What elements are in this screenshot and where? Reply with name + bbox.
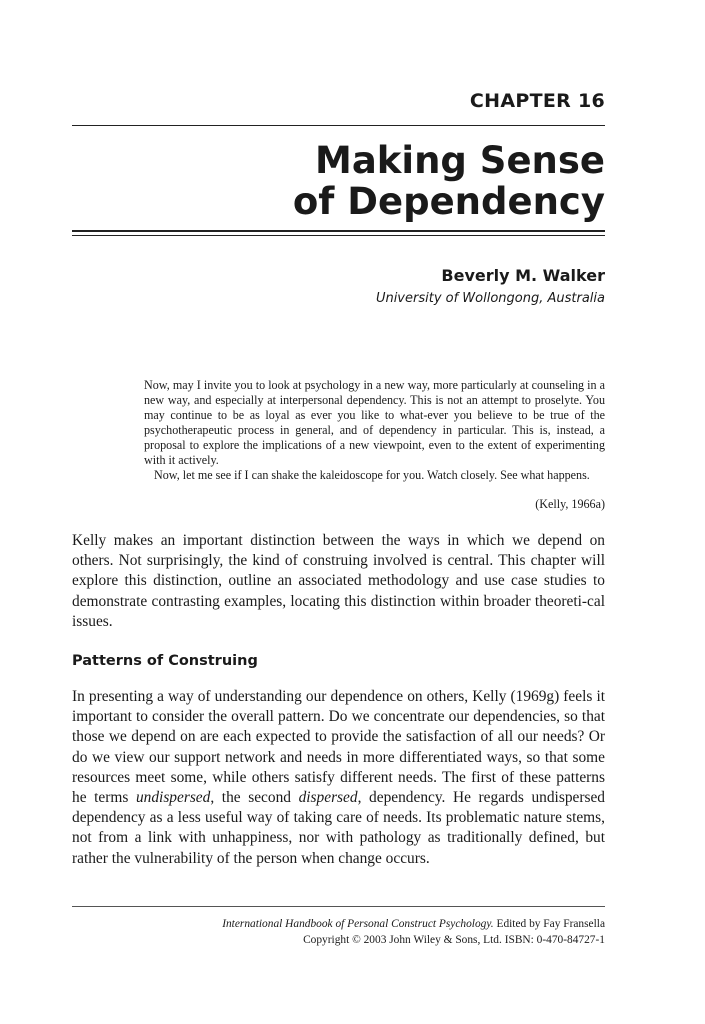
section-text: In presenting a way of understanding our dependence on others, Kelly (1969g) feels it important to consider the overall pattern. Do we concentrate our dependencies, so that those we depend on are each expected to provide the satisfaction of all our needs? Or do we view our support network and needs in more differentiated ways, so that some resources meet some, while others satisfy different needs. The first of these patterns he terms bbox=[72, 688, 605, 807]
term-dispersed: dispersed bbox=[298, 789, 358, 807]
epigraph-paragraph: Now, may I invite you to look at psychology in a new way, more particularly at counseling in a new way, and especially at interpersonal dependency. This is not an attempt to proselyte. You may continue to be as loyal as ever you like to what-ever you believe to be true of the psychotherapeutic process in general, and of dependency in particular. This is, instead, a proposal to explore the implications of a new viewpoint, even to the extent of experimenting with it actively. bbox=[144, 378, 605, 467]
author-name: Beverly M. Walker bbox=[441, 266, 605, 285]
chapter-title-line-2: of Dependency bbox=[292, 180, 605, 223]
epigraph bbox=[144, 378, 605, 483]
footer-rule bbox=[72, 906, 605, 907]
author-affiliation: University of Wollongong, Australia bbox=[375, 291, 605, 306]
footer-book-info bbox=[222, 918, 605, 930]
chapter-label: CHAPTER 16 bbox=[469, 90, 605, 112]
chapter-title-line-1: Making Sense bbox=[315, 139, 605, 182]
term-undispersed: undispersed bbox=[135, 789, 211, 807]
top-rule bbox=[72, 125, 605, 126]
section-text: , dependency. He regards undispersed dependency as a less useful way of taking care of needs. Its problematic nature stems, not from a link with unhappiness, nor with pathology as traditionally defined, but rather the vulnerability of the person when change occurs. bbox=[72, 789, 605, 867]
title-rule-thin bbox=[72, 235, 605, 236]
intro-paragraph: Kelly makes an important distinction between the ways in which we depend on others. Not surprisingly, the kind of construing involved is central. This chapter will explore this distinction, outline an associated methodology and use case studies to demonstrate contrasting examples, locating this distinction within broader theoreti-cal issues. bbox=[72, 532, 605, 630]
footer-editor: Edited by Fay Fransella bbox=[493, 918, 605, 930]
footer-copyright: Copyright © 2003 John Wiley & Sons, Ltd. ISBN: 0-470-84727-1 bbox=[303, 934, 605, 946]
epigraph-paragraph: Now, let me see if I can shake the kaleidoscope for you. Watch closely. See what happens. bbox=[154, 468, 590, 482]
section-paragraph bbox=[72, 687, 605, 869]
section-heading: Patterns of Construing bbox=[72, 653, 258, 669]
section-text: , the second bbox=[210, 789, 299, 807]
title-rule-thick bbox=[72, 230, 605, 232]
footer-book-title: International Handbook of Personal Construct Psychology. bbox=[222, 918, 494, 930]
epigraph-citation: (Kelly, 1966a) bbox=[535, 497, 605, 511]
